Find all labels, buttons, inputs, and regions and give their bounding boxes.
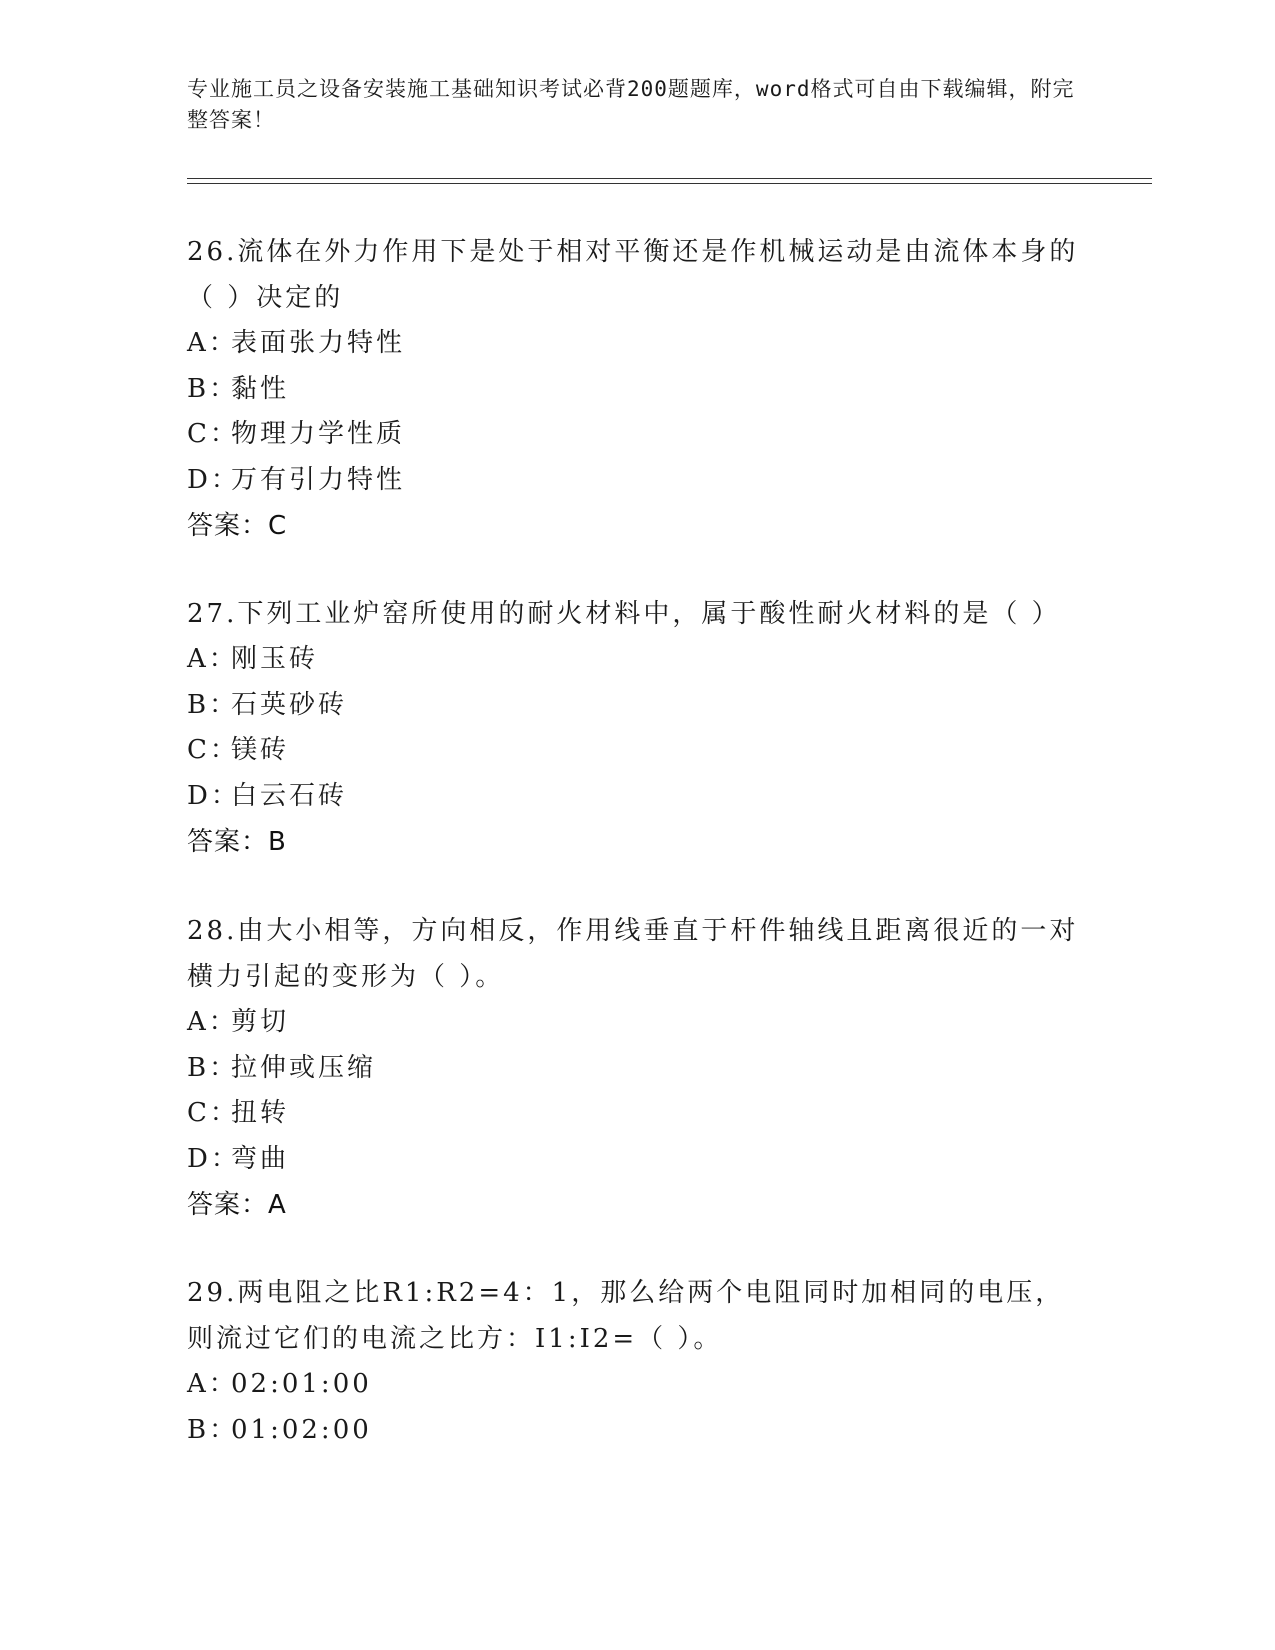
option-c: C：镁砖 <box>187 735 290 765</box>
question-28 <box>187 908 1087 1228</box>
option-a: A：刚玉砖 <box>187 644 319 674</box>
document-header: 专业施工员之设备安装施工基础知识考试必背200题题库，word格式可自由下载编辑，附完整答案！ <box>187 77 1075 132</box>
question-27 <box>187 591 1087 865</box>
answer-line: 答案：B <box>187 827 287 857</box>
option-d: D：弯曲 <box>187 1143 290 1174</box>
option-b: B：拉伸或压缩 <box>187 1052 377 1083</box>
option-b: B：01:02:00 <box>187 1414 372 1445</box>
option-b: B：石英砂砖 <box>187 689 348 720</box>
header-divider-bottom <box>187 183 1152 184</box>
option-d: D：白云石砖 <box>187 780 348 811</box>
header-divider-top <box>187 178 1152 179</box>
answer-line: 答案：A <box>187 1190 287 1220</box>
option-a: A：02:01:00 <box>187 1369 372 1399</box>
option-c: C：扭转 <box>187 1098 290 1128</box>
question-26 <box>187 229 1087 549</box>
option-a: A：表面张力特性 <box>187 328 406 358</box>
option-a: A：剪切 <box>187 1007 290 1037</box>
question-29 <box>187 1270 1087 1453</box>
question-stem: 26.流体在外力作用下是处于相对平衡还是作机械运动是由流体本身的（ ）决定的 <box>187 237 1079 313</box>
option-c: C：物理力学性质 <box>187 419 406 449</box>
question-stem: 27.下列工业炉窑所使用的耐火材料中，属于酸性耐火材料的是（ ） <box>187 599 1061 629</box>
question-stem: 28.由大小相等，方向相反，作用线垂直于杆件轴线且距离很近的一对横力引起的变形为（ ）。 <box>187 916 1079 992</box>
answer-line: 答案：C <box>187 511 288 541</box>
question-stem: 29.两电阻之比R1:R2=4：1，那么给两个电阻同时加相同的电压，则流过它们的电流之比方：I1:I2=（ ）。 <box>187 1278 1065 1354</box>
option-d: D：万有引力特性 <box>187 464 406 495</box>
option-b: B：黏性 <box>187 373 290 404</box>
